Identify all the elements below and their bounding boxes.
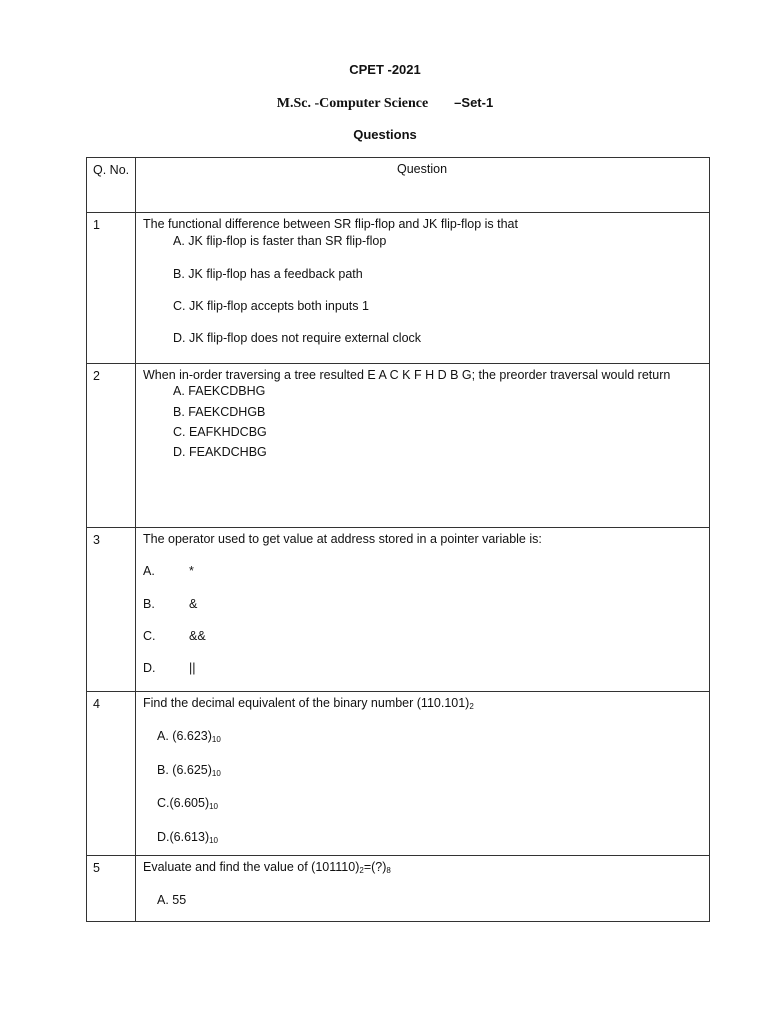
option-letter: D.	[143, 661, 156, 675]
option: B. JK flip-flop has a feedback path	[173, 266, 363, 281]
section-title: Questions	[353, 127, 417, 142]
set-label: –Set-1	[454, 95, 494, 110]
option	[143, 596, 701, 612]
question-number: 1	[87, 213, 136, 364]
exam-title: CPET -2021	[349, 62, 421, 77]
option-subscript: 10	[211, 735, 221, 745]
option-text: D.(6.613)	[157, 829, 210, 844]
question-text	[143, 859, 701, 876]
option	[157, 795, 701, 812]
questions-table	[86, 157, 710, 922]
option-value: &&	[189, 628, 206, 643]
question-text: When in-order traversing a tree resulted E A C K F H D B G; the preorder traversal would return	[143, 368, 671, 382]
option-value: *	[189, 564, 194, 579]
col-question-header: Question	[136, 158, 710, 213]
option	[143, 660, 701, 676]
option: C. EAFKHDCBG	[173, 424, 267, 439]
question-text-part: =(?)	[363, 860, 387, 874]
option: A. JK flip-flop is faster than SR flip-flop	[173, 234, 387, 249]
option-subscript: 10	[209, 835, 219, 845]
option-subscript: 10	[211, 768, 221, 778]
option: C. JK flip-flop accepts both inputs 1	[173, 298, 369, 313]
question-number: 2	[87, 364, 136, 528]
question-text-part: Evaluate and find the value of (101110)	[143, 860, 360, 874]
question-row	[87, 692, 710, 856]
option-text: C.(6.605)	[157, 796, 210, 811]
option	[143, 563, 701, 579]
base-subscript: 2	[359, 866, 364, 875]
question-cell	[136, 528, 710, 692]
question-cell	[136, 213, 710, 364]
option: B. FAEKCDHGB	[173, 404, 266, 419]
question-number: 3	[87, 528, 136, 692]
question-text-main: Find the decimal equivalent of the binary number (110.101)	[143, 696, 470, 710]
option-text: B. (6.625)	[157, 762, 212, 777]
question-row	[87, 528, 710, 692]
option-subscript: 10	[209, 802, 219, 812]
question-number: 4	[87, 692, 136, 856]
option: A. FAEKCDBHG	[173, 384, 266, 399]
question-cell	[136, 692, 710, 856]
option	[143, 628, 701, 644]
option-value: ||	[189, 661, 196, 675]
question-cell	[136, 856, 710, 922]
option: D. JK flip-flop does not require external clock	[173, 331, 422, 345]
option	[157, 829, 701, 846]
base-subscript: 8	[386, 866, 391, 875]
option-text: A. (6.623)	[157, 729, 212, 744]
question-text: The functional difference between SR flip-flop and JK flip-flop is that	[143, 217, 518, 231]
question-number: 5	[87, 856, 136, 922]
question-text: The operator used to get value at address stored in a pointer variable is:	[143, 532, 542, 546]
col-no-header: Q. No.	[87, 158, 136, 213]
question-row	[87, 364, 710, 528]
question-text	[143, 695, 701, 712]
question-row	[87, 856, 710, 922]
question-cell	[136, 364, 710, 528]
course-title: M.Sc. -Computer Science	[276, 96, 429, 111]
course-line	[0, 94, 770, 112]
option	[157, 762, 701, 779]
option-value: &	[189, 596, 198, 611]
option-letter: B.	[143, 596, 155, 611]
option: D. FEAKDCHBG	[173, 445, 267, 459]
option-letter: A.	[143, 564, 155, 579]
option: A. 55	[157, 893, 187, 908]
question-row	[87, 213, 710, 364]
option-letter: C.	[143, 628, 156, 643]
base-subscript: 2	[469, 702, 474, 711]
table-header-row	[87, 158, 710, 213]
option	[157, 728, 701, 745]
